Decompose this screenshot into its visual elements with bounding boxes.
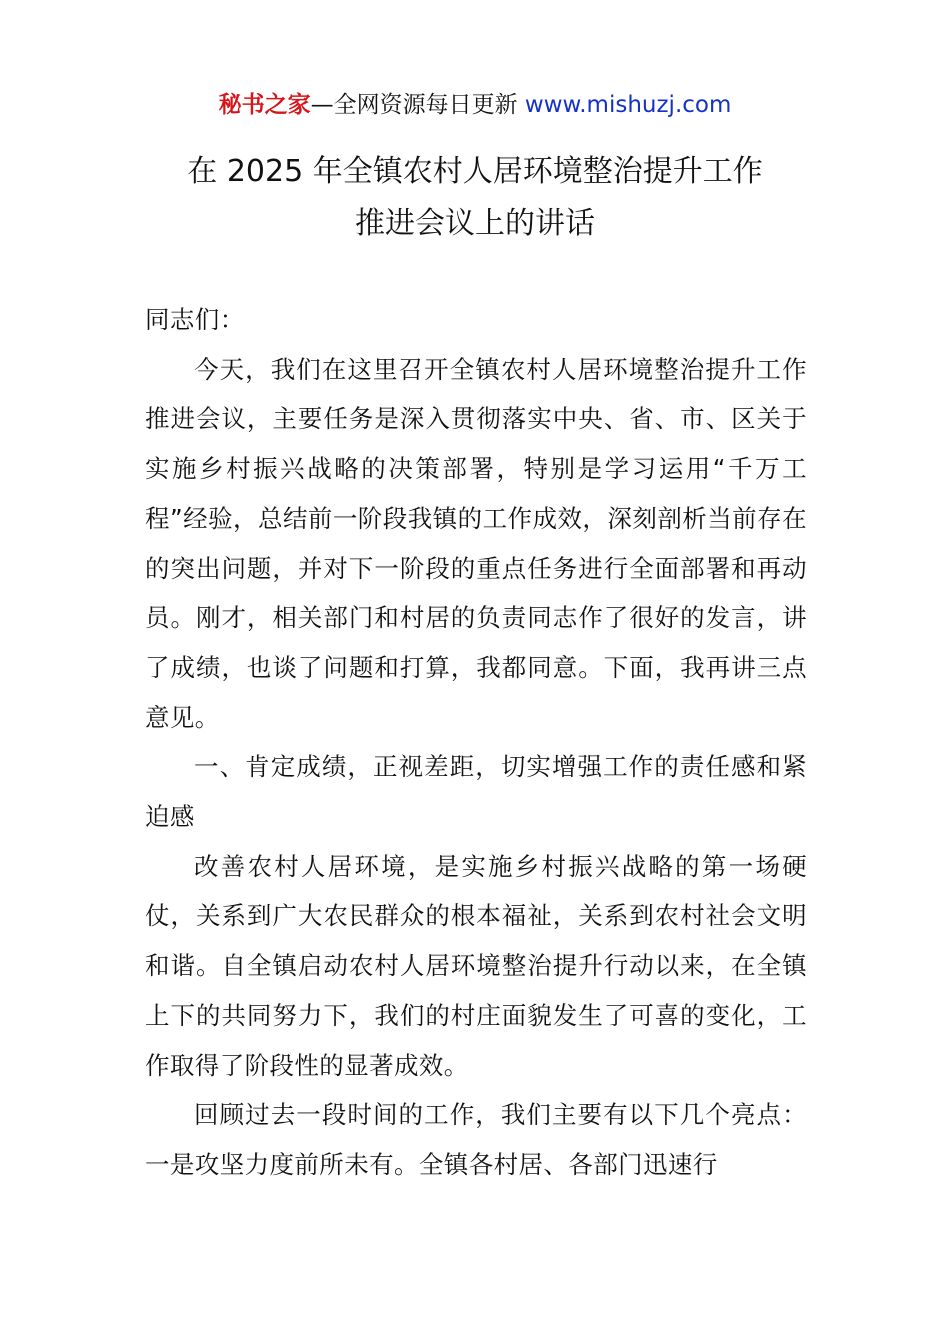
site-header	[0, 88, 950, 122]
document-body	[145, 295, 807, 1190]
title-line-1: 在 2025 年全镇农村人居环境整治提升工作	[187, 154, 763, 189]
paragraph-section-1: 改善农村人居环境，是实施乡村振兴战略的第一场硬仗，关系到广大农民群众的根本福祉，关系到农村社会文明和谐。自全镇启动农村人居环境整治提升行动以来，在全镇上下的共同努力下，我们的村庄面貌发生了可喜的变化，工作取得了阶段性的显著成效。	[145, 851, 807, 1080]
paragraph-highlights: 回顾过去一段时间的工作，我们主要有以下几个亮点：一是攻坚力度前所未有。全镇各村居、各部门迅速行	[145, 1100, 807, 1179]
section-heading-1: 一、肯定成绩，正视差距，切实增强工作的责任感和紧迫感	[145, 752, 807, 832]
document-title	[0, 146, 950, 250]
header-tagline: —全网资源每日更新	[310, 92, 525, 118]
site-url-link[interactable]: www.mishuzj.com	[524, 92, 732, 118]
salutation: 同志们：	[145, 305, 245, 334]
paragraph-intro: 今天，我们在这里召开全镇农村人居环境整治提升工作推进会议，主要任务是深入贯彻落实中央、省、市、区关于实施乡村振兴战略的决策部署，特别是学习运用“千万工程”经验，总结前一阶段我镇的工作成效，深刻剖析当前存在的突出问题，并对下一阶段的重点任务进行全面部署和再动员。刚才，相关部门和村居的负责同志作了很好的发言，讲了成绩，也谈了问题和打算，我都同意。下面，我再讲三点意见。	[145, 354, 807, 732]
title-line-2: 推进会议上的讲话	[355, 206, 595, 241]
brand-name: 秘书之家	[218, 92, 311, 118]
